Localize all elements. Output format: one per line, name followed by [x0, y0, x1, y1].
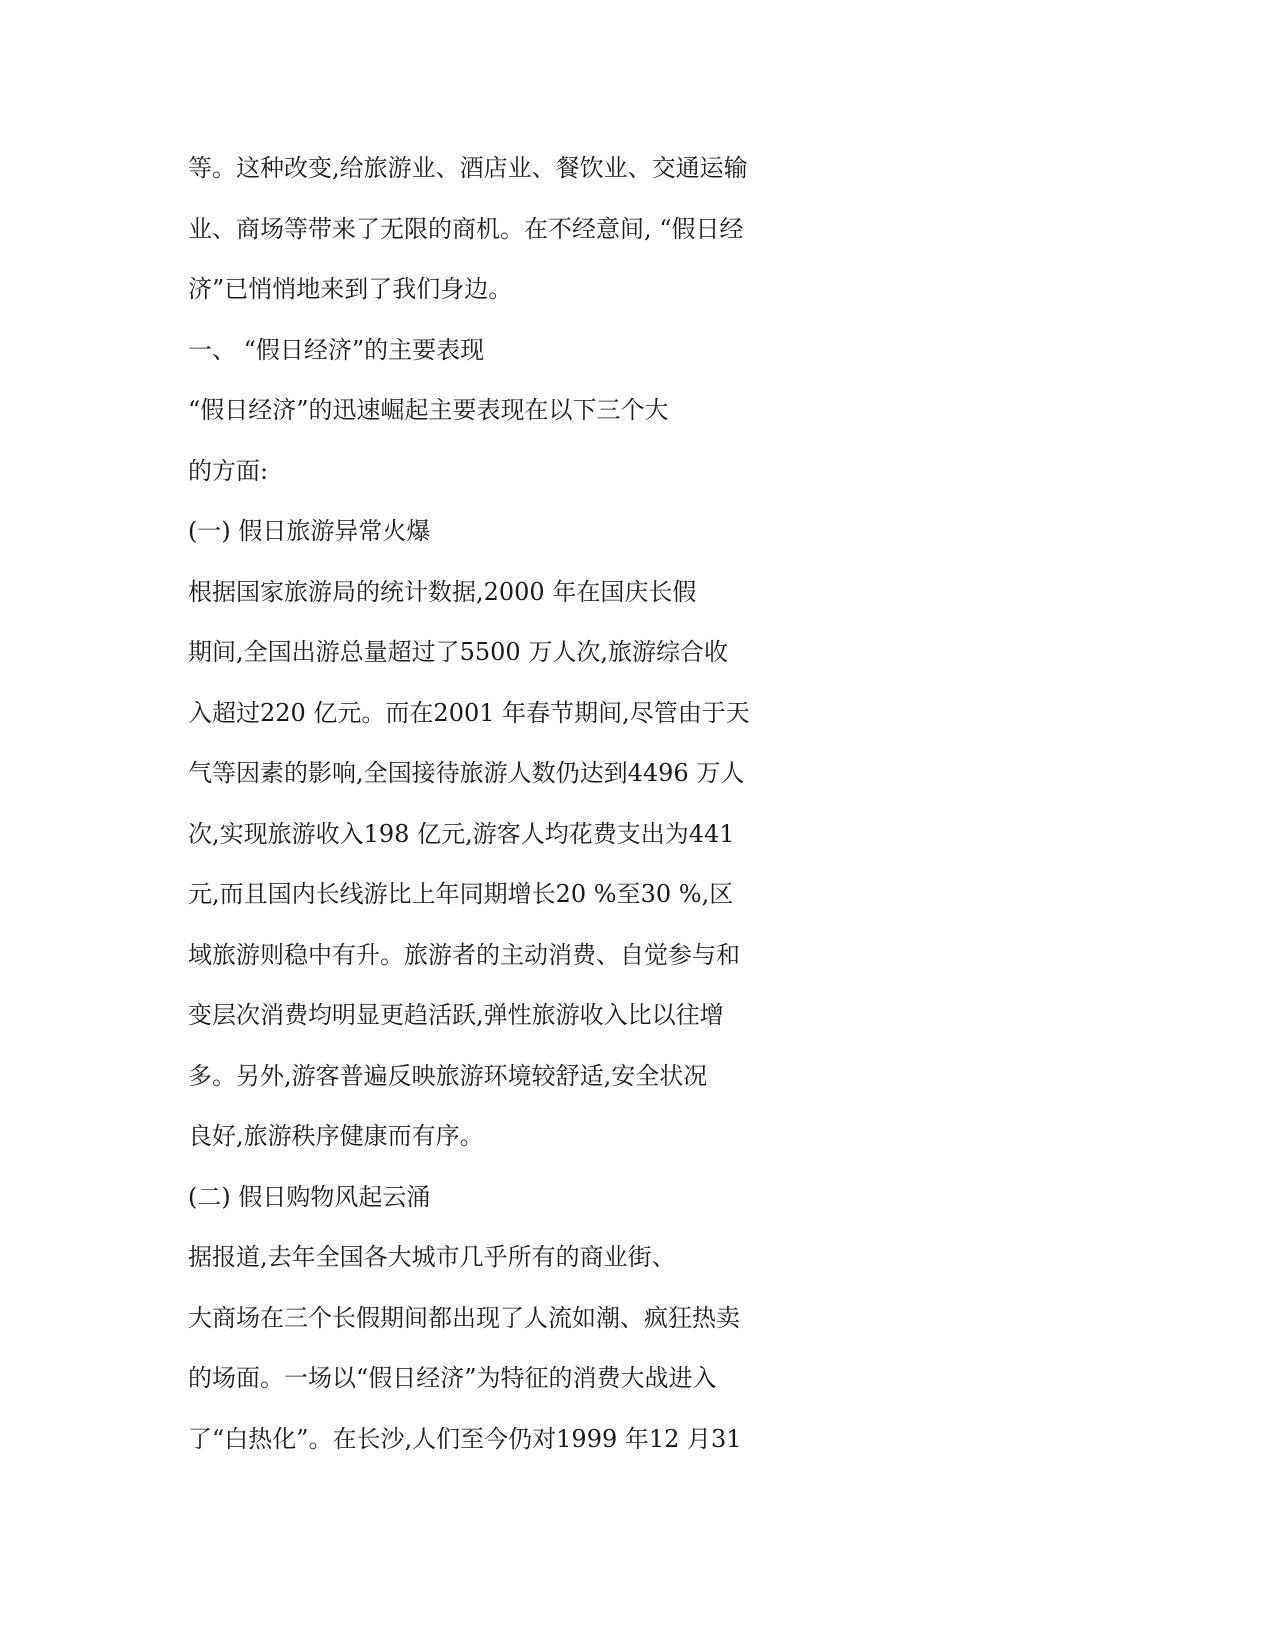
text-line: 域旅游则稳中有升。旅游者的主动消费、自觉参与和: [188, 940, 740, 969]
text-line: 良好,旅游秩序健康而有序。: [188, 1122, 484, 1150]
text-line: 气等因素的影响,全国接待旅游人数仍达到4496 万人: [188, 759, 745, 787]
text-line: “假日经济”的迅速崛起主要表现在以下三个大: [188, 396, 669, 424]
text-line: 大商场在三个长假期间都出现了人流如潮、疯狂热卖: [188, 1303, 740, 1332]
subsection-heading: (一) 假日旅游异常火爆: [188, 517, 431, 545]
text-line: 等。这种改变,给旅游业、酒店业、餐饮业、交通运输: [188, 154, 748, 182]
subsection-heading: (二) 假日购物风起云涌: [188, 1182, 431, 1211]
text-line: 根据国家旅游局的统计数据,2000 年在国庆长假: [188, 577, 697, 606]
text-line: 的场面。一场以“假日经济”为特征的消费大战进入: [188, 1364, 717, 1392]
text-line: 入超过220 亿元。而在2001 年春节期间,尽管由于天: [188, 698, 750, 727]
text-line: 多。另外,游客普遍反映旅游环境较舒适,安全状况: [188, 1061, 708, 1090]
text-line: 期间,全国出游总量超过了5500 万人次,旅游综合收: [188, 638, 728, 666]
text-line: 元,而且国内长线游比上年同期增长20 %至30 %,区: [188, 880, 734, 908]
text-line: 的方面:: [188, 456, 269, 485]
text-line: 次,实现旅游收入198 亿元,游客人均花费支出为441: [188, 819, 735, 848]
text-line: 据报道,去年全国各大城市几乎所有的商业街、: [188, 1243, 676, 1271]
text-line: 变层次消费均明显更趋活跃,弹性旅游收入比以往增: [188, 1001, 724, 1029]
text-line: 济”已悄悄地来到了我们身边。: [188, 275, 513, 303]
text-line: 业、商场等带来了无限的商机。在不经意间, “假日经: [188, 214, 744, 243]
body-text: [188, 138, 808, 1469]
text-line: 了“白热化”。在长沙,人们至今仍对1999 年12 月31: [188, 1424, 742, 1453]
section-heading: 一、 “假日经济”的主要表现: [188, 335, 485, 364]
